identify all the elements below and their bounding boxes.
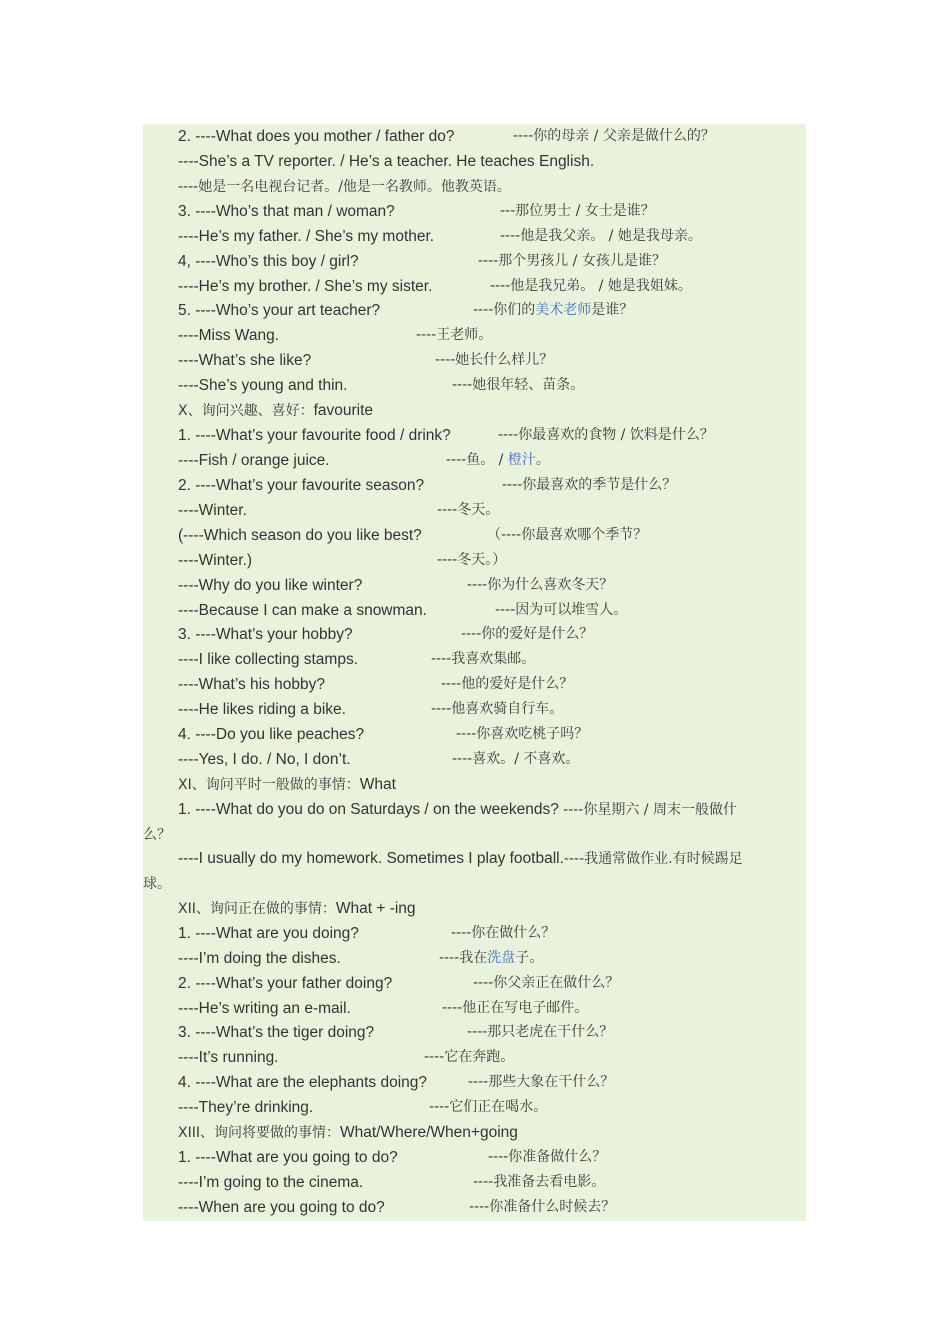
text-line: ----When are you going to do? ----你准备什么时候去？	[178, 1199, 616, 1216]
text-line: 5. ----Who’s your art teacher? ----你们的美术老师是谁？	[178, 302, 634, 319]
text-line: 3. ----What’s your hobby? ----你的爱好是什么？	[178, 626, 594, 643]
text-line: ----Fish / orange juice. ----鱼。 / 橙汁。	[178, 452, 550, 469]
text-line: ----I’m doing the dishes. ----我在洗盘子。	[178, 950, 544, 967]
text-line: ----They’re drinking. ----它们正在喝水。	[178, 1099, 548, 1116]
text-line: 4, ----Who’s this boy / girl? ----那个男孩儿 / 女孩儿是谁？	[178, 253, 666, 270]
text-line-wrap: 么？	[143, 827, 171, 843]
text-line: 1. ----What are you going to do? ----你准备做什么？	[178, 1149, 607, 1166]
link-art-teacher[interactable]: 美术老师	[535, 302, 592, 318]
text-line: ----He’s my father. / She’s my mother. ----他是我父亲。 / 她是我母亲。	[178, 228, 702, 245]
text-line: ----He likes riding a bike. ----他喜欢骑自行车。	[178, 701, 564, 718]
text-line: ----I’m going to the cinema. ----我准备去看电影。	[178, 1174, 606, 1191]
link-dishes[interactable]: 洗盘	[487, 950, 516, 966]
section-heading: XII、询问正在做的事情：What + -ing	[178, 900, 416, 917]
text-line-wrap: 球。	[143, 876, 171, 892]
section-heading: XI、询问平时一般做的事情：What	[178, 776, 396, 793]
text-line: ----她是一名电视台记者。/他是一名教师。他教英语。	[178, 179, 511, 195]
text-line: ----She’s a TV reporter. / He’s a teacher. He teaches English.	[178, 153, 595, 170]
text-line: ----What’s she like? ----她长什么样儿？	[178, 352, 554, 369]
text-line: 1. ----What are you doing? ----你在做什么？	[178, 925, 556, 942]
text-line: ----What’s his hobby? ----他的爱好是什么？	[178, 676, 574, 693]
text-line: ----Yes, I do. / No, I don’t. ----喜欢。/ 不喜欢。	[178, 751, 580, 768]
text-line: 3. ----Who’s that man / woman? ---那位男士 / 女士是谁？	[178, 203, 655, 220]
text-line: 4. ----What are the elephants doing? ----那些大象在干什么？	[178, 1074, 615, 1091]
text-line: 2. ----What’s your father doing? ----你父亲正在做什么？	[178, 975, 620, 992]
text-line: ----He’s writing an e-mail. ----他正在写电子邮件。	[178, 1000, 589, 1017]
text-line: 2. ----What does you mother / father do? ----你的母亲 / 父亲是做什么的？	[178, 128, 715, 145]
text-line: 2. ----What’s your favourite season? ----你最喜欢的季节是什么？	[178, 477, 677, 494]
text-line: ----Miss Wang. ----王老师。	[178, 327, 493, 344]
text-line: ----Winter. ----冬天。	[178, 502, 500, 519]
text-line: ----It’s running. ----它在奔跑。	[178, 1049, 515, 1066]
text-line: (----Which season do you like best? （----你最喜欢哪个季节？	[178, 527, 648, 544]
text-line: ----Winter.) ----冬天。）	[178, 552, 507, 569]
text-line: ----She’s young and thin. ----她很年轻、苗条。	[178, 377, 585, 394]
text-line: 4. ----Do you like peaches? ----你喜欢吃桃子吗？	[178, 726, 589, 743]
text-line: 1. ----What do you do on Saturdays / on the weekends? ----你星期六 / 周末一般做什	[178, 801, 737, 818]
text-line: ----Because I can make a snowman. ----因为可以堆雪人。	[178, 602, 628, 619]
text-line: ----I like collecting stamps. ----我喜欢集邮。	[178, 651, 536, 668]
document-page	[143, 124, 806, 1221]
text-line: ----I usually do my homework. Sometimes I play football.----我通常做作业.有时候踢足	[178, 850, 743, 867]
section-heading: XIII、询问将要做的事情：What/Where/When+going	[178, 1124, 518, 1141]
section-heading: X、询问兴趣、喜好：favourite	[178, 402, 374, 419]
text-line: 1. ----What’s your favourite food / drink? ----你最喜欢的食物 / 饮料是什么？	[178, 427, 714, 444]
text-line: 3. ----What’s the tiger doing? ----那只老虎在干什么？	[178, 1024, 614, 1041]
text-line: ----He’s my brother. / She’s my sister. ----他是我兄弟。 / 她是我姐妹。	[178, 278, 692, 295]
text-line: ----Why do you like winter? ----你为什么喜欢冬天？	[178, 577, 614, 594]
link-orange-juice[interactable]: 橙汁	[507, 452, 536, 468]
